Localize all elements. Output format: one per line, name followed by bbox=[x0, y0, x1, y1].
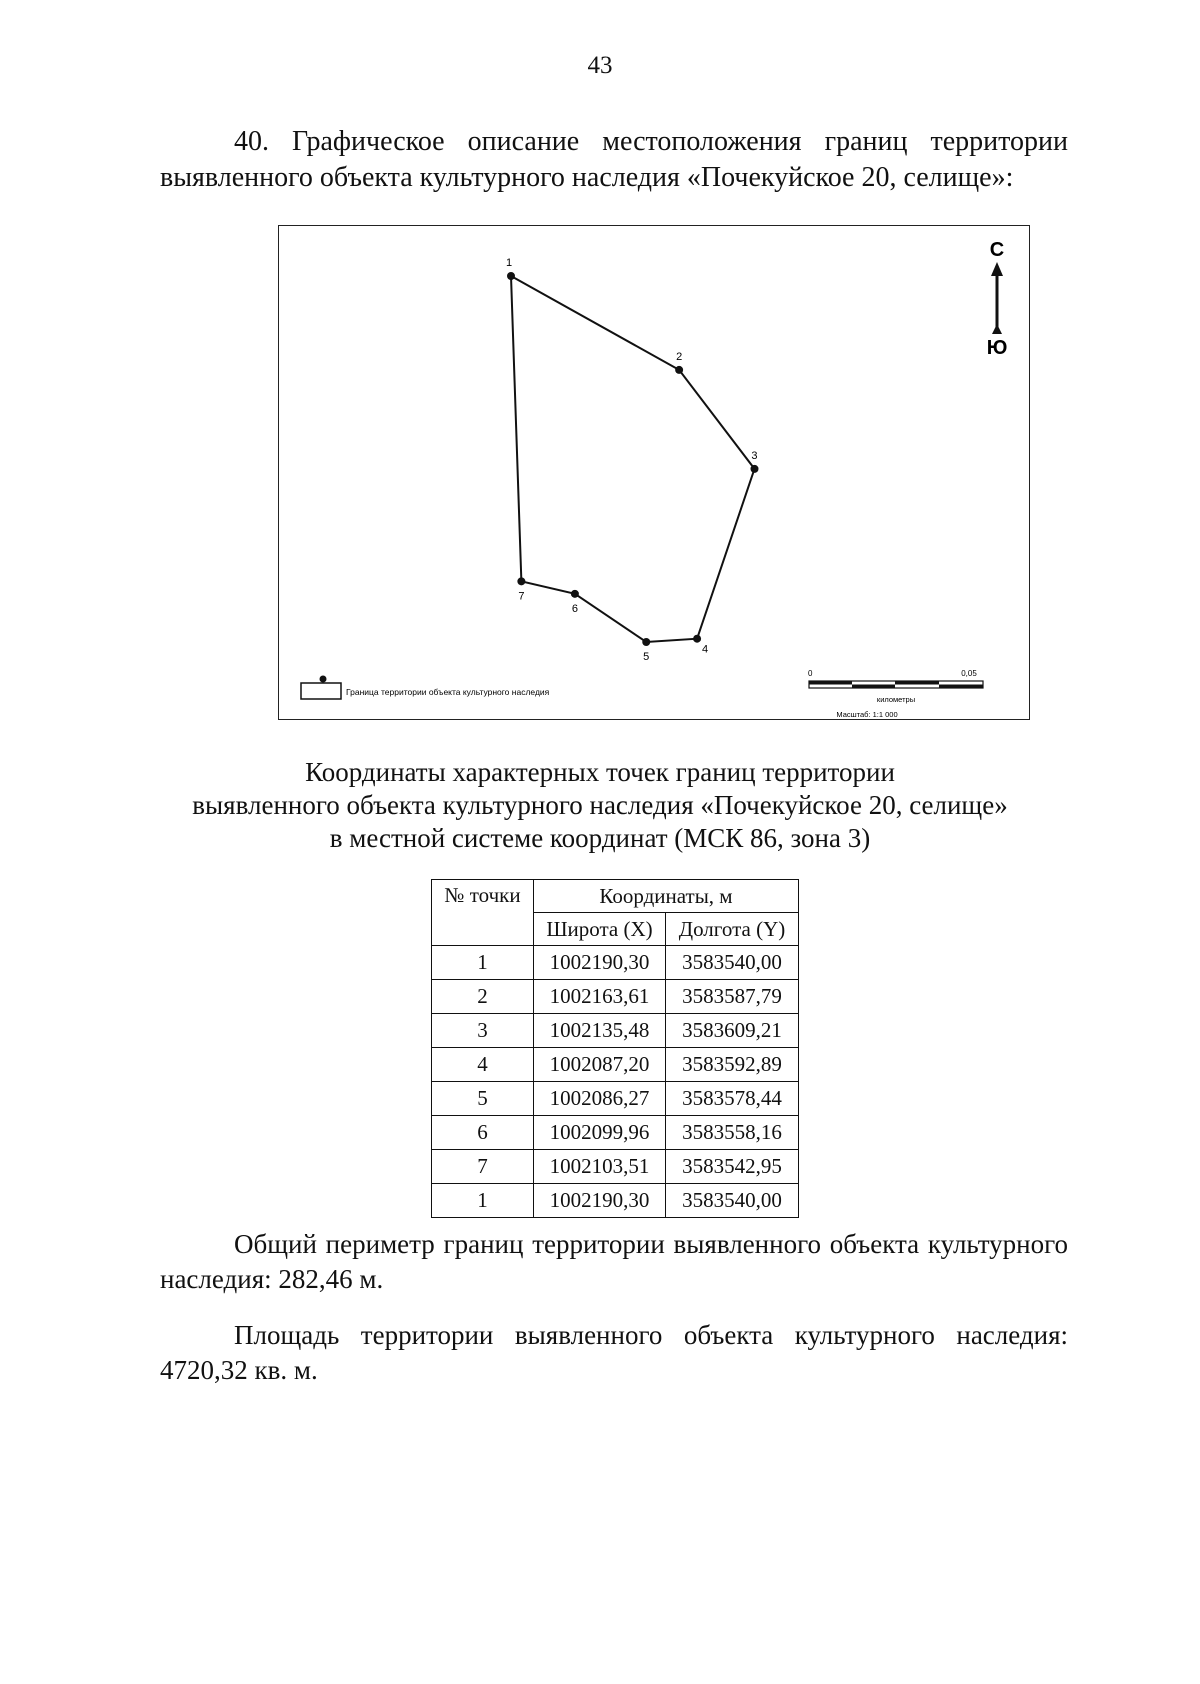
perimeter-paragraph: Общий периметр границ территории выявленного объекта культурного наследия: 282,46 м. bbox=[160, 1229, 1068, 1294]
boundary-point bbox=[517, 577, 525, 585]
boundary-point-label: 1 bbox=[505, 257, 513, 269]
cell-point: 1 bbox=[432, 946, 534, 980]
coordinates-title-line2: выявленного объекта культурного наследия «Почекуйское 20, селище» bbox=[192, 790, 1008, 820]
boundary-point-label: 6 bbox=[571, 602, 578, 615]
cell-longitude: 3583542,95 bbox=[666, 1150, 799, 1184]
boundary-point bbox=[507, 272, 515, 280]
cell-latitude: 1002086,27 bbox=[534, 1082, 666, 1116]
boundary-point-label: 4 bbox=[702, 643, 709, 656]
boundary-point bbox=[693, 635, 701, 643]
scale-end-label: 0,05 bbox=[961, 669, 977, 678]
cell-latitude: 1002103,51 bbox=[534, 1150, 666, 1184]
cell-longitude: 3583587,79 bbox=[666, 980, 799, 1014]
coordinates-title-line3: в местной системе координат (МСК 86, зона 3) bbox=[329, 823, 871, 853]
scale-start-label: 0 bbox=[808, 669, 813, 678]
cell-point: 4 bbox=[432, 1048, 534, 1082]
south-label: Ю bbox=[986, 337, 1008, 359]
section-heading: 40. Графическое описание местоположения границ территории выявленного объекта культурного наследия «Почекуйское 20, селище»: bbox=[160, 126, 1068, 193]
boundary-map-svg bbox=[279, 226, 1031, 721]
cell-longitude: 3583540,00 bbox=[666, 1184, 799, 1218]
north-arrow-icon bbox=[991, 262, 1003, 334]
page-number: 43 bbox=[587, 52, 613, 79]
boundary-point bbox=[750, 465, 758, 473]
scale-unit-label: километры bbox=[876, 695, 916, 704]
header-latitude: Широта (X) bbox=[534, 913, 666, 946]
table-row bbox=[432, 1048, 799, 1082]
cell-latitude: 1002190,30 bbox=[534, 1184, 666, 1218]
cell-point: 2 bbox=[432, 980, 534, 1014]
table-row bbox=[432, 946, 799, 980]
boundary-map bbox=[278, 225, 1030, 720]
coordinates-table bbox=[431, 879, 799, 1218]
boundary-point-label: 7 bbox=[518, 590, 525, 603]
scale-ratio-label: Масштаб: 1:1 000 bbox=[836, 710, 898, 719]
table-row bbox=[432, 1014, 799, 1048]
cell-longitude: 3583609,21 bbox=[666, 1014, 799, 1048]
legend-boundary-icon bbox=[301, 683, 341, 699]
boundary-point bbox=[675, 366, 683, 374]
cell-longitude: 3583592,89 bbox=[666, 1048, 799, 1082]
cell-latitude: 1002099,96 bbox=[534, 1116, 666, 1150]
cell-point: 5 bbox=[432, 1082, 534, 1116]
cell-longitude: 3583558,16 bbox=[666, 1116, 799, 1150]
table-row bbox=[432, 1150, 799, 1184]
cell-point: 1 bbox=[432, 1184, 534, 1218]
cell-point: 7 bbox=[432, 1150, 534, 1184]
table-row bbox=[432, 1116, 799, 1150]
cell-longitude: 3583540,00 bbox=[666, 946, 799, 980]
coordinates-title bbox=[150, 756, 1050, 855]
header-coordinates: Координаты, м bbox=[534, 880, 799, 913]
scale-bar bbox=[809, 681, 983, 688]
cell-point: 3 bbox=[432, 1014, 534, 1048]
legend-label: Граница территории объекта культурного наследия bbox=[346, 687, 550, 697]
header-point: № точки bbox=[432, 880, 534, 946]
boundary-point-label: 5 bbox=[643, 651, 650, 663]
boundary-polygon bbox=[511, 276, 754, 642]
cell-latitude: 1002135,48 bbox=[534, 1014, 666, 1048]
north-label: С bbox=[989, 239, 1005, 261]
cell-point: 6 bbox=[432, 1116, 534, 1150]
boundary-point bbox=[571, 590, 579, 598]
boundary-point bbox=[642, 638, 650, 646]
area-paragraph: Площадь территории выявленного объекта культурного наследия: 4720,32 кв. м. bbox=[160, 1320, 1068, 1385]
boundary-point-label: 2 bbox=[676, 350, 683, 363]
cell-latitude: 1002163,61 bbox=[534, 980, 666, 1014]
table-row bbox=[432, 1082, 799, 1116]
table-row bbox=[432, 1184, 799, 1218]
table-row bbox=[432, 980, 799, 1014]
boundary-point-label: 3 bbox=[751, 449, 758, 462]
cell-latitude: 1002190,30 bbox=[534, 946, 666, 980]
cell-longitude: 3583578,44 bbox=[666, 1082, 799, 1116]
cell-latitude: 1002087,20 bbox=[534, 1048, 666, 1082]
header-longitude: Долгота (Y) bbox=[666, 913, 799, 946]
legend-point-icon bbox=[320, 676, 327, 683]
coordinates-title-line1: Координаты характерных точек границ территории bbox=[305, 757, 895, 787]
